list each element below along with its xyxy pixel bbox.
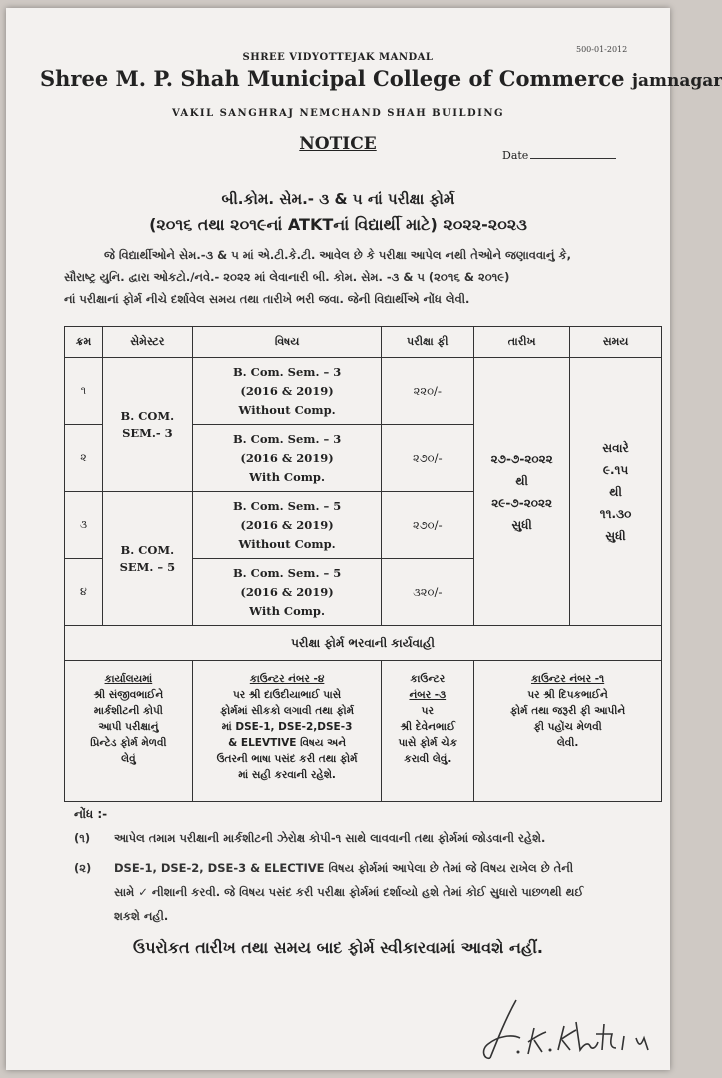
time-cell: સવારે ૯.૧૫ થી ૧૧.૩૦ સુધી xyxy=(570,358,662,626)
counter-row xyxy=(65,661,662,802)
notice-title: NOTICE xyxy=(299,134,377,154)
subject-cell: B. Com. Sem. – 3 (2016 & 2019) Without Comp. xyxy=(192,358,382,425)
exam-fee: ૨૭૦/- xyxy=(382,425,474,492)
counter-3-step: કાઉન્ટર નંબર -૩ પર શ્રી દેવેનભાઈ પાસે ફોર્મ ચેક કરાવી લેવું. xyxy=(382,661,474,802)
office-step: કાર્યાલયમાં શ્રી સંજીવભાઈને માર્કશીટની કોપી આપી પરીક્ષાનું પ્રિન્ટેડ ફોર્મ મેળવી લેવું xyxy=(65,661,193,802)
note-1: (૧) આપેલ તમામ પરીક્ષાની માર્કશીટની ઝેરોક્ષ કોપી-૧ સાથે લાવવાની તથા ફોર્મમાં જોડવાની રહેશે. xyxy=(74,831,546,845)
exam-form-table xyxy=(64,326,662,802)
semester-cell: B. COM. SEM. – 5 xyxy=(102,492,192,626)
procedure-heading: પરીક્ષા ફોર્મ ભરવાની કાર્યવાહી xyxy=(65,626,662,661)
closing-statement: ઉપરોકત તારીખ તથા સમય બાદ ફોર્મ સ્વીકારવામાં આવશે નહીં. xyxy=(132,938,543,957)
notice-sheet xyxy=(6,8,722,1070)
column-header: સેમેસ્ટર xyxy=(102,327,192,358)
date-field xyxy=(502,149,616,162)
college-name xyxy=(40,66,722,91)
college-title: Shree M. P. Shah Municipal College of Commerce xyxy=(40,66,625,91)
row-number: ૨ xyxy=(65,425,103,492)
row-number: ૧ xyxy=(65,358,103,425)
subject-cell: B. Com. Sem. – 5 (2016 & 2019) With Comp. xyxy=(192,559,382,626)
exam-fee: ૨૭૦/- xyxy=(382,492,474,559)
column-header: તારીખ xyxy=(474,327,570,358)
building-name: VAKIL SANGHRAJ NEMCHAND SHAH BUILDING xyxy=(171,108,505,119)
college-city: jamnagar xyxy=(631,71,722,91)
table-header-row xyxy=(65,327,662,358)
procedure-row xyxy=(65,626,662,661)
signature-scribble-icon xyxy=(476,988,666,1068)
intro-paragraph xyxy=(64,244,650,310)
heading-line-2: (૨૦૧૬ તથા ૨૦૧૯નાં ATKTનાં વિદ્યાર્થી માટે) ૨૦૨૨-૨૦૨૩ xyxy=(149,215,527,234)
signature xyxy=(476,988,666,1072)
reference-number: 500-01-2012 xyxy=(576,45,628,54)
subject-cell: B. Com. Sem. – 5 (2016 & 2019) Without Comp. xyxy=(192,492,382,559)
exam-fee: ૩૨૦/- xyxy=(382,559,474,626)
date-cell: ૨૭-૭-૨૦૨૨ થી ૨૯-૭-૨૦૨૨ સુધી xyxy=(474,358,570,626)
intro-line: નાં પરીક્ષાનાં ફોર્મ નીચે દર્શાવેલ સમય તથા તારીખે ભરી જવા. જેની વિદ્યાર્થીએ નોંધ લેવી. xyxy=(64,292,470,306)
date-label: Date xyxy=(502,149,529,162)
counter-1-step: કાઉન્ટર નંબર -૧ પર શ્રી દિપકભાઈને ફોર્મ તથા જરૂરી ફી આપીને ફી પહોંચ મેળવી લેવી. xyxy=(474,661,662,802)
column-header: વિષય xyxy=(192,327,382,358)
row-number: ૩ xyxy=(65,492,103,559)
column-header: સમય xyxy=(570,327,662,358)
exam-fee: ૨૨૦/- xyxy=(382,358,474,425)
semester-cell: B. COM. SEM.- 3 xyxy=(102,358,192,492)
intro-line: જે વિદ્યાર્થીઓને સેમ.-૩ & ૫ માં એ.ટી.કે.ટી. આવેલ છે કે પરીક્ષા આપેલ નથી તેઓને જણાવવાનું કે, xyxy=(104,248,571,262)
column-header: પરીક્ષા ફી xyxy=(382,327,474,358)
table-row xyxy=(65,358,662,425)
heading-line-1: બી.કોમ. સેમ.- ૩ & ૫ નાં પરીક્ષા ફોર્મ xyxy=(221,190,455,208)
intro-line: સૌરાષ્ટ્ર યુનિ. દ્વારા ઓકટો./નવે.- ૨૦૨૨ માં લેવાનારી બી. કોમ. સેમ. -૩ & ૫ (૨૦૧૬ & ૨૦૧૯) xyxy=(64,270,510,284)
subject-cell: B. Com. Sem. – 3 (2016 & 2019) With Comp. xyxy=(192,425,382,492)
date-blank-line xyxy=(530,158,616,159)
note-2: (૨) DSE-1, DSE-2, DSE-3 & ELECTIVE વિષય ફોર્મમાં આપેલા છે તેમાં જે વિષય રાખેલ છે તેની સામે ✓ નીશાની કરવી. જે વિષય પસંદ કરી પરીક્ષા ફોર્મમાં દર્શાવ્યો હશે તેમાં કોઈ સુધારો પાછળથી થઈ શકશે નહી. xyxy=(74,861,584,923)
column-header: ક્રમ xyxy=(65,327,103,358)
row-number: ૪ xyxy=(65,559,103,626)
counter-4-step: કાઉન્ટર નંબર -૪ પર શ્રી દાઉદીયાભાઈ પાસે ફોર્મમાં સીકકો લગાવી તથા ફોર્મ માં DSE-1, DSE-2,DSE-3 & ELEVTIVE વિષય અને ઉતરની ભાષા પસંદ કરી તથા ફોર્મ માં સહી કરવાની રહેશે. xyxy=(192,661,382,802)
notes-label: નોંધ :- xyxy=(74,807,108,821)
trust-name: SHREE VIDYOTTEJAK MANDAL xyxy=(242,52,434,63)
